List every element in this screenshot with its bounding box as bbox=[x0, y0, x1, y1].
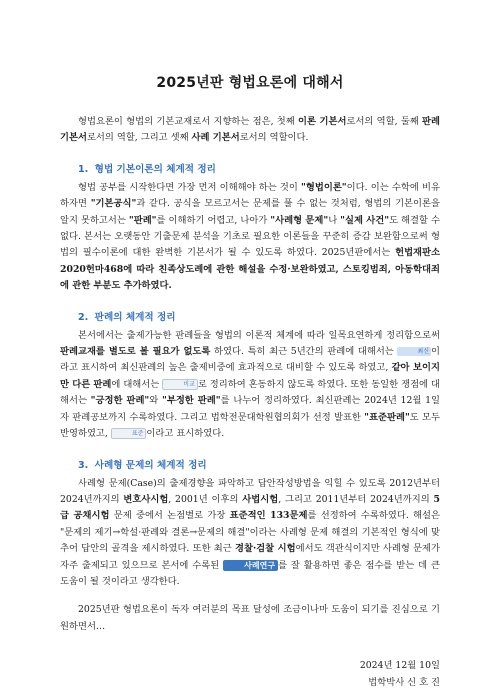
section-title: 사례형 문제의 체계적 정리 bbox=[94, 459, 207, 471]
body-text: , 2001년 이후의 bbox=[168, 493, 243, 505]
body-text: 사례형 문제(Case)의 출제경향을 파악하고 답안작성방법을 익힐 수 있도록 2012년부터 2024년까지의 bbox=[60, 477, 440, 505]
emphasis-text: 판례교재를 별도로 볼 필요가 없도록 bbox=[60, 346, 211, 358]
label-badge: 최신 bbox=[397, 347, 431, 356]
emphasis-text: "실제 사건" bbox=[340, 214, 390, 226]
emphasis-text: "형법이론" bbox=[301, 181, 347, 193]
body-text: 이다. 이는 수학에 비유하자면 bbox=[60, 181, 440, 210]
body-text: 를 이해하기 어렵고, 나아가 bbox=[156, 214, 271, 226]
emphasis-text: 사법시험 bbox=[242, 493, 279, 505]
label-badge: 비교 bbox=[162, 379, 198, 390]
emphasis-text: 같아 보이지만 다른 판례 bbox=[60, 362, 440, 390]
section-paragraph bbox=[60, 180, 440, 295]
body-text: 에서도 객관식이지만 사례형 문제가 자주 출제되고 있으므로 본서에 수록된 bbox=[60, 543, 441, 571]
emphasis-text: 5급 공채시험 bbox=[60, 493, 440, 522]
document-title: 2025년판 형법요론에 대해서 bbox=[156, 75, 344, 91]
emphasis-text: 표준적인 133문제 bbox=[229, 510, 308, 522]
section-3 bbox=[60, 457, 440, 591]
body-text: 과 같다. 공식을 모르고서는 문제를 풀 수 없는 것처럼, 형법의 기본이론을 알지 못하고서는 bbox=[60, 198, 441, 226]
section-1 bbox=[60, 161, 440, 295]
author-signature: 법학박사 신 호 진 bbox=[368, 677, 440, 689]
label-badge: 사례연구 bbox=[223, 560, 278, 571]
section-heading bbox=[78, 309, 440, 323]
intro-paragraph bbox=[60, 114, 440, 147]
emphasis-text: "부정한 판례" bbox=[162, 395, 221, 407]
emphasis-text: 이론 기본서 bbox=[298, 116, 347, 127]
document-date: 2024년 12월 10일 bbox=[359, 660, 440, 672]
body-text: 로서의 역할, 그리고 셋째 bbox=[86, 132, 192, 144]
body-text: , 그리고 2011년부터 2024년까지의 bbox=[278, 493, 434, 505]
emphasis-text: "기본공식" bbox=[90, 198, 137, 210]
section-title: 판례의 체계적 정리 bbox=[94, 311, 176, 323]
emphasis-text: 변호사시험 bbox=[123, 493, 169, 505]
section-heading bbox=[78, 161, 440, 175]
body-text: 로서의 역할, 둘째 bbox=[346, 116, 423, 127]
body-text: 형법요론이 형법의 기본교재로서 지향하는 점은, 첫째 bbox=[78, 116, 299, 127]
section-number: 1. bbox=[78, 163, 89, 175]
emphasis-text: "표준판례" bbox=[364, 411, 410, 423]
section-paragraph bbox=[60, 476, 440, 591]
body-text: 이라고 표시하여 최신판례의 높은 출제비중에 효과적으로 대비할 수 있도록 하였고, bbox=[60, 346, 440, 374]
body-text: 도 모두 반영하였고, bbox=[60, 411, 440, 440]
body-text: 로 정리하여 혼동하지 않도록 하였다. 또한 동일한 쟁점에 대해서는 bbox=[60, 378, 440, 407]
section-title: 형법 기본이론의 체계적 정리 bbox=[94, 163, 216, 175]
body-text: 문제 중에서 논점별로 가장 bbox=[109, 510, 230, 522]
emphasis-text: "판례" bbox=[128, 214, 157, 226]
body-text: 에 대해서는 bbox=[111, 378, 163, 390]
emphasis-text: "긍정한 판례" bbox=[90, 395, 150, 407]
body-text: 나 bbox=[328, 214, 341, 226]
section-number: 2. bbox=[78, 311, 89, 323]
body-text: 로서의 역할이다. bbox=[239, 132, 309, 144]
body-text: 를 선정하여 수록하였다. 해설은 "문제의 제기→학설·판례와 결론→문제의 해결"이라는 사례형 문제 해결의 기본적인 형식에 맞추어 답안의 골격을 제시하였다. 또한 최근 bbox=[60, 510, 440, 555]
body-text: 를 잘 활용하면 좋은 점수를 받는 데 큰 도움이 될 것이라고 생각한다. bbox=[60, 559, 440, 587]
body-text: 형법 공부를 시작한다면 가장 먼저 이해해야 하는 것이 bbox=[78, 181, 302, 193]
section-2 bbox=[60, 309, 440, 443]
closing-paragraph: 2025년판 형법요론이 독자 여러분의 목표 달성에 조금이나마 도움이 되기를 진심으로 기원하면서… bbox=[60, 604, 440, 632]
body-text: 이라고 표시하였다. bbox=[146, 428, 225, 440]
emphasis-text: 사례 기본서 bbox=[191, 132, 240, 144]
body-text: 하였다. 특히 최근 5년간의 판례에 대해서는 bbox=[210, 346, 398, 358]
body-text: 도 해결할 수 없다. 본서는 오랫동안 기출문제 분석을 기초로 필요한 이론들을 꾸준히 증감 보완함으로써 형법의 필수이론에 대한 완벽한 기본서가 될 수 있도록 하였다. 2025년판에서는 bbox=[60, 214, 440, 259]
section-heading bbox=[78, 457, 440, 471]
emphasis-text: 판례 기본서 bbox=[60, 116, 441, 144]
body-text: 와 bbox=[149, 395, 162, 407]
label-badge: 표준 bbox=[111, 428, 147, 439]
emphasis-text: "사례형 문제" bbox=[270, 214, 329, 226]
body-text: 본서에서는 출제가능한 판례들을 형법의 이론적 체계에 따라 일목요연하게 정리함으로써 bbox=[78, 329, 440, 341]
section-number: 3. bbox=[78, 459, 89, 471]
section-paragraph bbox=[60, 328, 440, 443]
emphasis-text: 헌법재판소 2020헌마468에 따라 친족상도례에 관한 해설을 수정·보완하였고, 스토킹범죄, 아동학대죄에 관한 부분도 추가하였다. bbox=[60, 247, 440, 292]
emphasis-text: 경찰·검찰 시험 bbox=[234, 543, 296, 555]
body-text: 를 나누어 정리하였다. 최신판례는 2024년 12월 1일자 판례공보까지 수록하였다. 그리고 법학전문대학원협의회가 선정 발표한 bbox=[60, 395, 441, 423]
